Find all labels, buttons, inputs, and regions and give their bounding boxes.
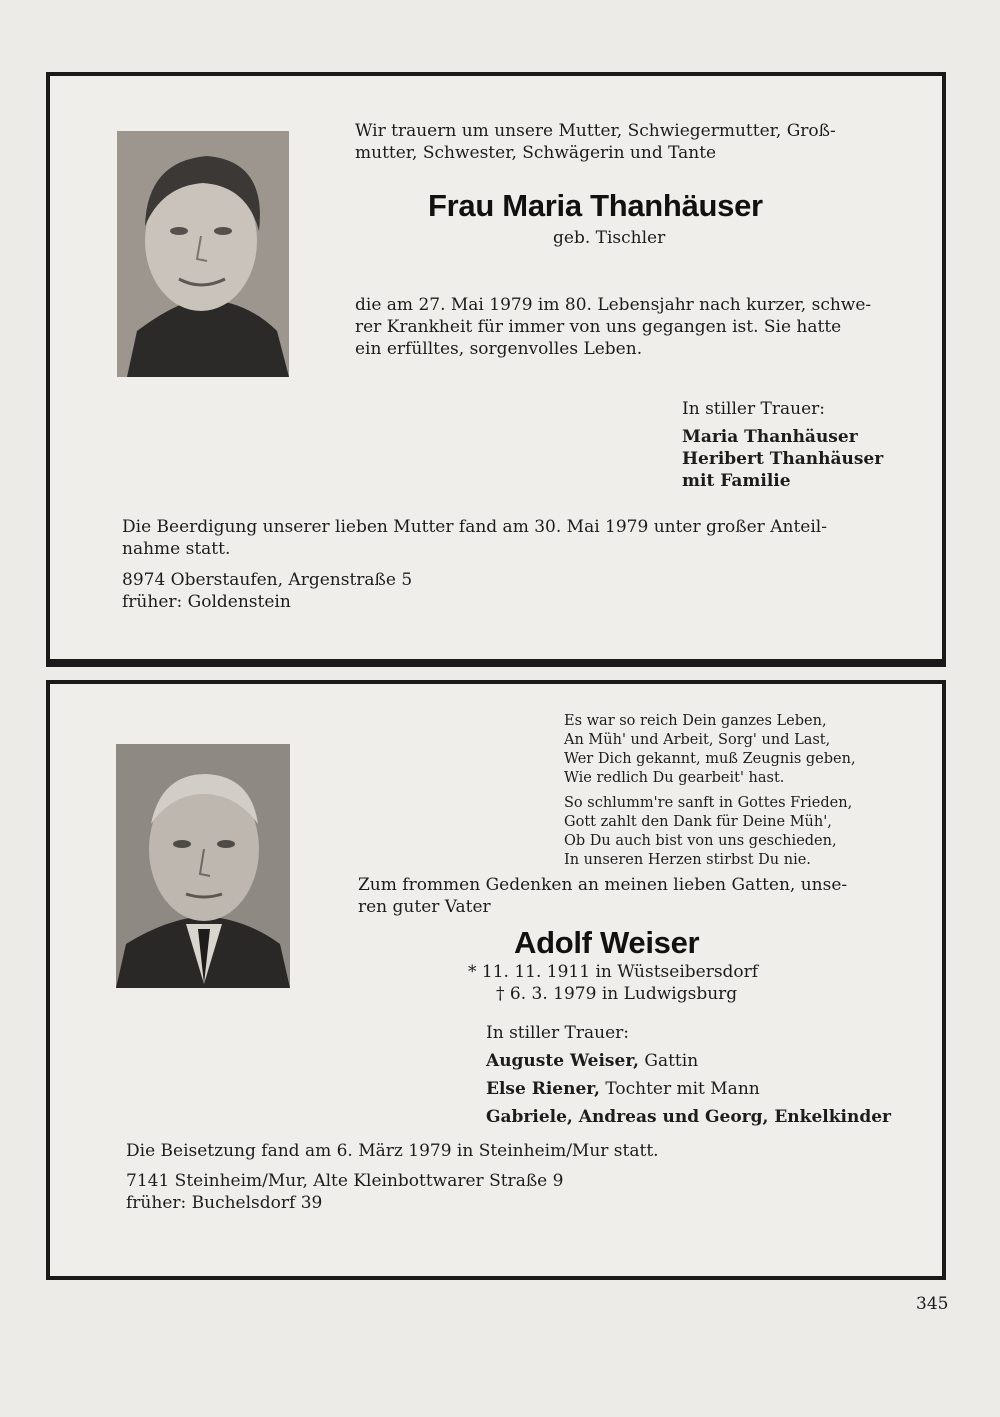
notice2-intro-text: Zum frommen Gedenken an meinen lieben Gatten, unse- ren guter Vater bbox=[358, 875, 848, 917]
poem-line: An Müh' und Arbeit, Sorg' und Last, bbox=[564, 732, 831, 748]
poem-line: So schlumm're sanft in Gottes Frieden, bbox=[564, 795, 853, 811]
notice1-intro-text: Wir trauern um unsere Mutter, Schwiegermutter, Groß- mutter, Schwester, Schwägerin und Tante bbox=[355, 121, 836, 163]
address-line: 7141 Steinheim/Mur, Alte Kleinbottwarer Straße 9 bbox=[126, 1171, 564, 1191]
deceased-name: Frau Maria Thanhäuser bbox=[428, 188, 763, 223]
funeral-text: Die Beerdigung unserer lieben Mutter fand am 30. Mai 1979 unter großer Anteil- nahme statt. bbox=[122, 517, 827, 559]
mourner-name: Gabriele, Andreas und Georg, Enkelkinder bbox=[486, 1107, 891, 1127]
address-line: früher: Goldenstein bbox=[122, 592, 291, 612]
mourner-name: Heribert Thanhäuser bbox=[682, 449, 884, 469]
portrait-photo-woman bbox=[117, 131, 289, 377]
mourner-entry bbox=[486, 1106, 891, 1128]
mourner-relation: Tochter mit Mann bbox=[599, 1079, 760, 1099]
page-number: 345 bbox=[916, 1294, 949, 1314]
poem-line: Es war so reich Dein ganzes Leben, bbox=[564, 713, 827, 729]
maiden-name: geb. Tischler bbox=[553, 228, 666, 248]
obituary-notice-thanhaeuser bbox=[46, 72, 946, 667]
poem-line: Gott zahlt den Dank für Deine Müh', bbox=[564, 814, 832, 830]
mourner-entry bbox=[486, 1078, 760, 1100]
mourner-entry bbox=[486, 1050, 698, 1072]
mourner-name: Else Riener, bbox=[486, 1079, 600, 1099]
address-line: früher: Buchelsdorf 39 bbox=[126, 1193, 323, 1213]
poem-line: In unseren Herzen stirbst Du nie. bbox=[564, 852, 811, 868]
death-date: † 6. 3. 1979 in Ludwigsburg bbox=[496, 984, 738, 1004]
portrait-woman-figure bbox=[117, 131, 289, 377]
poem-line: Ob Du auch bist von uns geschieden, bbox=[564, 833, 837, 849]
mourner-name: Maria Thanhäuser bbox=[682, 427, 858, 447]
mourning-heading: In stiller Trauer: bbox=[682, 399, 825, 419]
burial-text: Die Beisetzung fand am 6. März 1979 in Steinheim/Mur statt. bbox=[126, 1141, 659, 1161]
mourner-name: Auguste Weiser, bbox=[486, 1051, 639, 1071]
notice1-body-text: die am 27. Mai 1979 im 80. Lebensjahr nach kurzer, schwe- rer Krankheit für immer von uns gegangen ist. Sie hatte ein erfülltes, sorgenvolles Leben. bbox=[355, 295, 872, 359]
poem-line: Wie redlich Du gearbeit' hast. bbox=[564, 770, 785, 786]
obituary-notice-weiser bbox=[46, 680, 946, 1280]
portrait-man-figure bbox=[116, 744, 290, 988]
address-line: 8974 Oberstaufen, Argenstraße 5 bbox=[122, 570, 413, 590]
mourner-name: mit Familie bbox=[682, 471, 791, 491]
memorial-poem bbox=[564, 712, 856, 870]
poem-line: Wer Dich gekannt, muß Zeugnis geben, bbox=[564, 751, 856, 767]
mourning-heading: In stiller Trauer: bbox=[486, 1023, 629, 1043]
portrait-photo-man bbox=[116, 744, 290, 988]
deceased-name: Adolf Weiser bbox=[514, 925, 700, 960]
mourner-relation: Gattin bbox=[638, 1051, 699, 1071]
birth-date: * 11. 11. 1911 in Wüstseibersdorf bbox=[468, 962, 759, 982]
